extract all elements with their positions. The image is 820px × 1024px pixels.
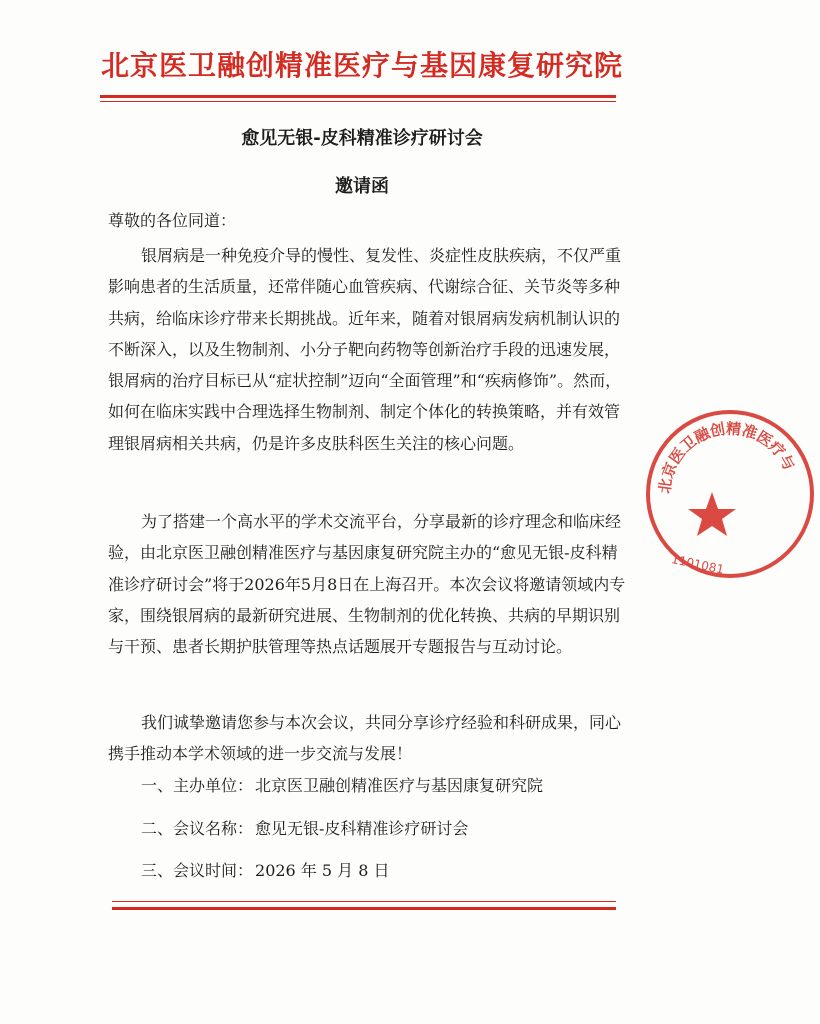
- info-item-value: 愈见无银-皮科精准诊疗研讨会: [255, 819, 469, 838]
- paragraph-1: 银屑病是一种免疫介导的慢性、复发性、炎症性皮肤疾病，不仅严重影响患者的生活质量，还常伴随心血管疾病、代谢综合征、关节炎等多种共病，给临床诊疗带来长期挑战。近年来，随着对银屑病发病机制认识的不断深入，以及生物制剂、小分子靶向药物等创新治疗手段的迅速发展，银屑病的治疗目标已从“症状控制”迈向“全面管理”和“疾病修饰”。然而，如何在临床实践中合理选择生物制剂、制定个体化的转换策略，并有效管理银屑病相关共病，仍是许多皮肤科医生关注的核心问题。: [108, 246, 622, 453]
- official-seal-stamp: [640, 404, 820, 584]
- info-item-meeting-time: [141, 858, 390, 881]
- red-star-icon: [688, 492, 736, 536]
- letterhead-org-name: 北京医卫融创精准医疗与基因康复研究院: [100, 49, 623, 82]
- info-item-label: 三、会议时间：: [141, 861, 254, 880]
- document-title: 愈见无银-皮科精准诊疗研讨会: [241, 128, 483, 149]
- letterhead-rule-thick: [100, 95, 616, 98]
- seal-number: 1101081: [670, 552, 726, 577]
- document-subtitle: 邀请函: [335, 176, 389, 197]
- seal-text: 北京医卫融创精准医疗与: [655, 419, 799, 495]
- info-item-meeting-name: [141, 816, 468, 839]
- info-item-label: 二、会议名称：: [141, 819, 254, 838]
- paragraph-3: 我们诚挚邀请您参与本次会议，共同分享诊疗经验和科研成果，同心携手推动本学术领域的进一步交流与发展！: [108, 713, 622, 764]
- info-item-organizer: [141, 773, 543, 796]
- paragraph-2: 为了搭建一个高水平的学术交流平台，分享最新的诊疗理念和临床经验，由北京医卫融创精准医疗与基因康复研究院主办的“愈见无银-皮科精准诊疗研讨会”将于2026年5月8日在上海召开。本次会议将邀请领域内专家，围绕银屑病的最新研究进展、生物制剂的优化转换、共病的早期识别与干预、患者长期护肤管理等热点话题展开专题报告与互动讨论。: [108, 512, 626, 657]
- letterhead-rule-thin: [100, 101, 616, 102]
- salutation: 尊敬的各位同道：: [108, 211, 237, 230]
- footer-rule-thin: [112, 901, 616, 902]
- info-item-value: 北京医卫融创精准医疗与基因康复研究院: [255, 776, 544, 795]
- info-item-label: 一、主办单位：: [141, 776, 254, 795]
- info-item-value: 2026 年 5 月 8 日: [255, 861, 390, 880]
- footer-rule-thick: [112, 907, 616, 910]
